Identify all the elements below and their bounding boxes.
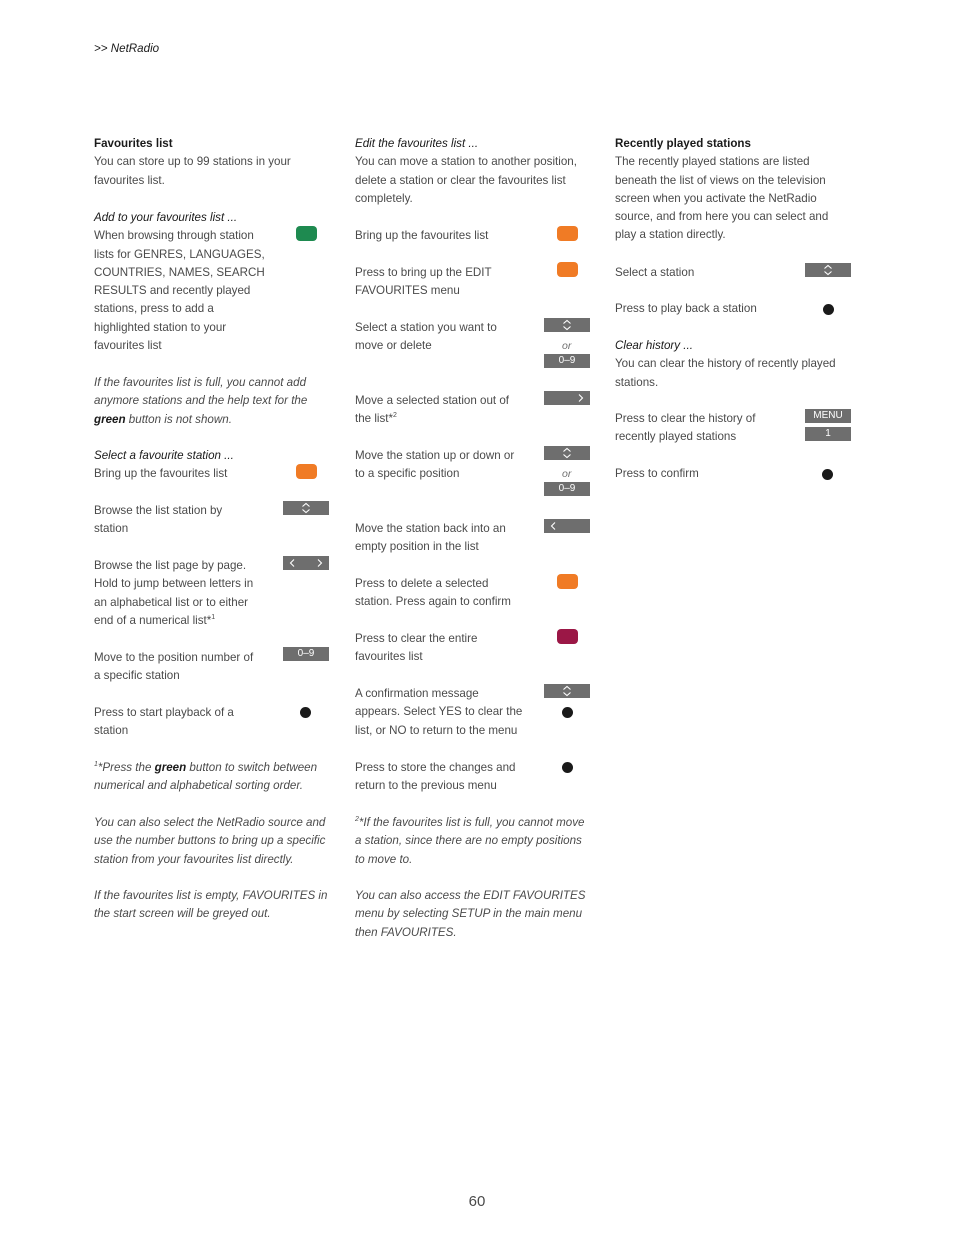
footnote-marker: 2 — [355, 816, 359, 824]
recently-played-section — [615, 135, 865, 245]
instruction-line: Move to the position number of — [94, 651, 254, 664]
browse-station-instruction — [94, 502, 284, 539]
add-favourites-section — [94, 209, 294, 355]
select-favourite-text: Bring up the favourites list — [94, 467, 228, 481]
instruction-line: Move a selected station out of — [355, 394, 510, 407]
instruction-line: list, or NO to return to the menu — [355, 723, 518, 737]
clear-history-heading: Clear history ... — [615, 339, 693, 352]
confirm-instruction: Press to confirm — [615, 467, 699, 480]
note-text: button is not shown. — [125, 412, 232, 426]
note-line: You can also select the NetRadio source and — [94, 816, 326, 829]
instruction-line: Press to store the changes and — [355, 761, 516, 774]
or-label: or — [562, 468, 572, 480]
footnote-2 — [355, 814, 605, 869]
clear-history-instruction — [615, 410, 795, 447]
instruction-line: appears. Select YES to clear the — [355, 705, 523, 719]
centre-button-icon — [562, 762, 573, 773]
select-station-instruction: Select a station — [615, 266, 695, 279]
store-instruction — [355, 759, 545, 796]
green-word: green — [154, 761, 187, 774]
recent-intro-line: screen when you activate the NetRadio — [615, 191, 817, 205]
favourites-list-section — [94, 135, 334, 190]
orange-button-icon — [557, 226, 578, 241]
note-line — [94, 411, 339, 429]
edit-favourites-heading: Edit the favourites list ... — [355, 137, 479, 150]
breadcrumb: >> NetRadio — [94, 42, 160, 55]
left-arrow-icon — [544, 519, 590, 533]
delete-instruction — [355, 575, 545, 612]
recent-intro-line: play a station directly. — [615, 228, 726, 242]
instruction-line: Press to delete a selected — [355, 577, 489, 590]
up-down-arrows-icon — [544, 446, 590, 460]
instruction-line: favourites list — [355, 650, 423, 664]
edit-favourites-section — [355, 135, 600, 208]
instruction-line: Press to clear the history of — [615, 412, 756, 425]
clear-intro-line: stations. — [615, 375, 659, 389]
instruction-line: to a specific position — [355, 467, 460, 481]
digits-button-icon: 0–9 — [544, 354, 590, 368]
instruction-line: A confirmation message — [355, 687, 479, 700]
instruction-line: Move the station up or down or — [355, 449, 515, 462]
confirm-message-instruction — [355, 685, 545, 740]
right-arrow-icon — [544, 391, 590, 405]
instruction-line: recently played stations — [615, 430, 737, 444]
footnote-marker: 1 — [94, 761, 98, 769]
instruction-line: end of a numerical list* — [94, 613, 212, 627]
instruction-line: Move the station back into an — [355, 522, 506, 535]
play-back-instruction: Press to play back a station — [615, 302, 757, 315]
add-text-line: When browsing through station — [94, 229, 254, 243]
orange-button-icon — [557, 574, 578, 589]
move-out-instruction — [355, 392, 545, 429]
footnote-line: *If the favourites list is full, you cannot move — [358, 816, 585, 829]
note-setup — [355, 887, 605, 942]
clear-history-section — [615, 337, 865, 392]
instruction-line: Browse the list page by page. — [94, 559, 247, 572]
move-back-instruction — [355, 520, 545, 557]
instruction-line: Select a station you want to — [355, 321, 497, 334]
centre-button-icon — [822, 469, 833, 480]
instruction-line: Press to bring up the EDIT — [355, 266, 492, 279]
instruction-line: a specific station — [94, 669, 180, 683]
note-empty — [94, 887, 344, 924]
favourites-list-heading: Favourites list — [94, 137, 173, 150]
note-line: menu by selecting SETUP in the main menu — [355, 907, 583, 921]
edit-intro-line: completely. — [355, 191, 413, 205]
note-line: You can also access the EDIT FAVOURITES — [355, 889, 586, 902]
add-text-line: highlighted station to your — [94, 320, 227, 334]
note-favourites-full — [94, 374, 339, 429]
up-down-arrows-icon — [544, 318, 590, 332]
instruction-line: Press to clear the entire — [355, 632, 478, 645]
instruction-line: an alphabetical list or to either — [94, 595, 249, 609]
add-text-line: RESULTS and recently played — [94, 284, 251, 298]
footnote-line: a station, since there are no empty positions — [355, 834, 582, 848]
centre-button-icon — [823, 304, 834, 315]
menu-button-icon: MENU — [805, 409, 851, 423]
move-updown-instruction — [355, 447, 545, 484]
add-text-line: lists for GENRES, LANGUAGES, — [94, 247, 265, 261]
instruction-line: station. Press again to confirm — [355, 595, 511, 609]
footnote-1 — [94, 759, 339, 796]
up-down-arrows-icon — [805, 263, 851, 277]
centre-button-icon — [562, 707, 573, 718]
or-label: or — [562, 340, 572, 352]
digit-one-button-icon: 1 — [805, 427, 851, 441]
instruction-line: FAVOURITES menu — [355, 284, 460, 298]
edit-intro-line: You can move a station to another position, — [355, 155, 577, 169]
add-favourites-heading: Add to your favourites list ... — [94, 211, 238, 224]
start-playback-instruction — [94, 704, 284, 741]
digits-button-icon: 0–9 — [283, 647, 329, 661]
add-text-line: COUNTRIES, NAMES, SEARCH — [94, 265, 265, 279]
instruction-line: Hold to jump between letters in — [94, 577, 254, 591]
page-number: 60 — [468, 1193, 486, 1210]
instruction-line: return to the previous menu — [355, 779, 497, 793]
footnote-line: numerical and alphabetical sorting order. — [94, 779, 304, 793]
recent-intro-line: The recently played stations are listed — [615, 155, 810, 169]
up-down-arrows-icon — [283, 501, 329, 515]
green-word: green — [94, 412, 126, 426]
orange-button-icon — [557, 262, 578, 277]
footnote-marker: 2 — [393, 412, 397, 420]
favourites-intro-line: You can store up to 99 stations in your — [94, 155, 291, 169]
note-line: the start screen will be greyed out. — [94, 907, 271, 921]
select-favourite-section — [94, 447, 294, 484]
red-button-icon — [557, 629, 578, 644]
note-line: anymore stations and the help text for the — [94, 394, 308, 408]
orange-button-icon — [296, 464, 317, 479]
instruction-line: empty position in the list — [355, 540, 479, 554]
note-line: If the favourites list is full, you cannot add — [94, 376, 307, 389]
note-line: use the number buttons to bring up a specific — [94, 834, 326, 848]
footnote-text: *Press the — [97, 761, 155, 774]
move-position-instruction — [94, 649, 284, 686]
bring-up-instruction: Bring up the favourites list — [355, 229, 489, 242]
note-source — [94, 814, 344, 869]
add-text-line: favourites list — [94, 339, 162, 353]
favourites-intro-line: favourites list. — [94, 173, 165, 187]
instruction-line: station — [94, 522, 129, 536]
select-favourite-heading: Select a favourite station ... — [94, 449, 234, 462]
recently-played-heading: Recently played stations — [615, 137, 751, 150]
select-move-instruction — [355, 319, 545, 356]
up-down-arrows-icon — [544, 684, 590, 698]
instruction-line: station — [94, 724, 129, 738]
clear-instruction — [355, 630, 545, 667]
footnote-line: to move to. — [355, 852, 413, 866]
recent-intro-line: source, and from here you can select and — [615, 210, 829, 224]
edit-menu-instruction — [355, 264, 545, 301]
digits-button-icon: 0–9 — [544, 482, 590, 496]
instruction-line: the list* — [355, 412, 394, 426]
browse-page-instruction — [94, 557, 284, 630]
green-button-icon — [296, 226, 317, 241]
instruction-line: move or delete — [355, 339, 432, 353]
recent-intro-line: beneath the list of views on the television — [615, 173, 826, 187]
left-right-arrows-icon — [283, 556, 329, 570]
clear-intro-line: You can clear the history of recently played — [615, 357, 836, 371]
footnote-marker: 1 — [211, 614, 216, 622]
footnote-text: button to switch between — [186, 761, 318, 774]
instruction-line: Press to start playback of a — [94, 706, 234, 719]
note-line: If the favourites list is empty, FAVOURITES in — [94, 889, 328, 902]
note-line: station from your favourites list directly. — [94, 852, 294, 866]
edit-intro-line: delete a station or clear the favourites list — [355, 173, 566, 187]
centre-button-icon — [300, 707, 311, 718]
instruction-line: Browse the list station by — [94, 504, 223, 517]
note-line: then FAVOURITES. — [355, 925, 457, 939]
add-text-line: stations, press to add a — [94, 302, 214, 316]
